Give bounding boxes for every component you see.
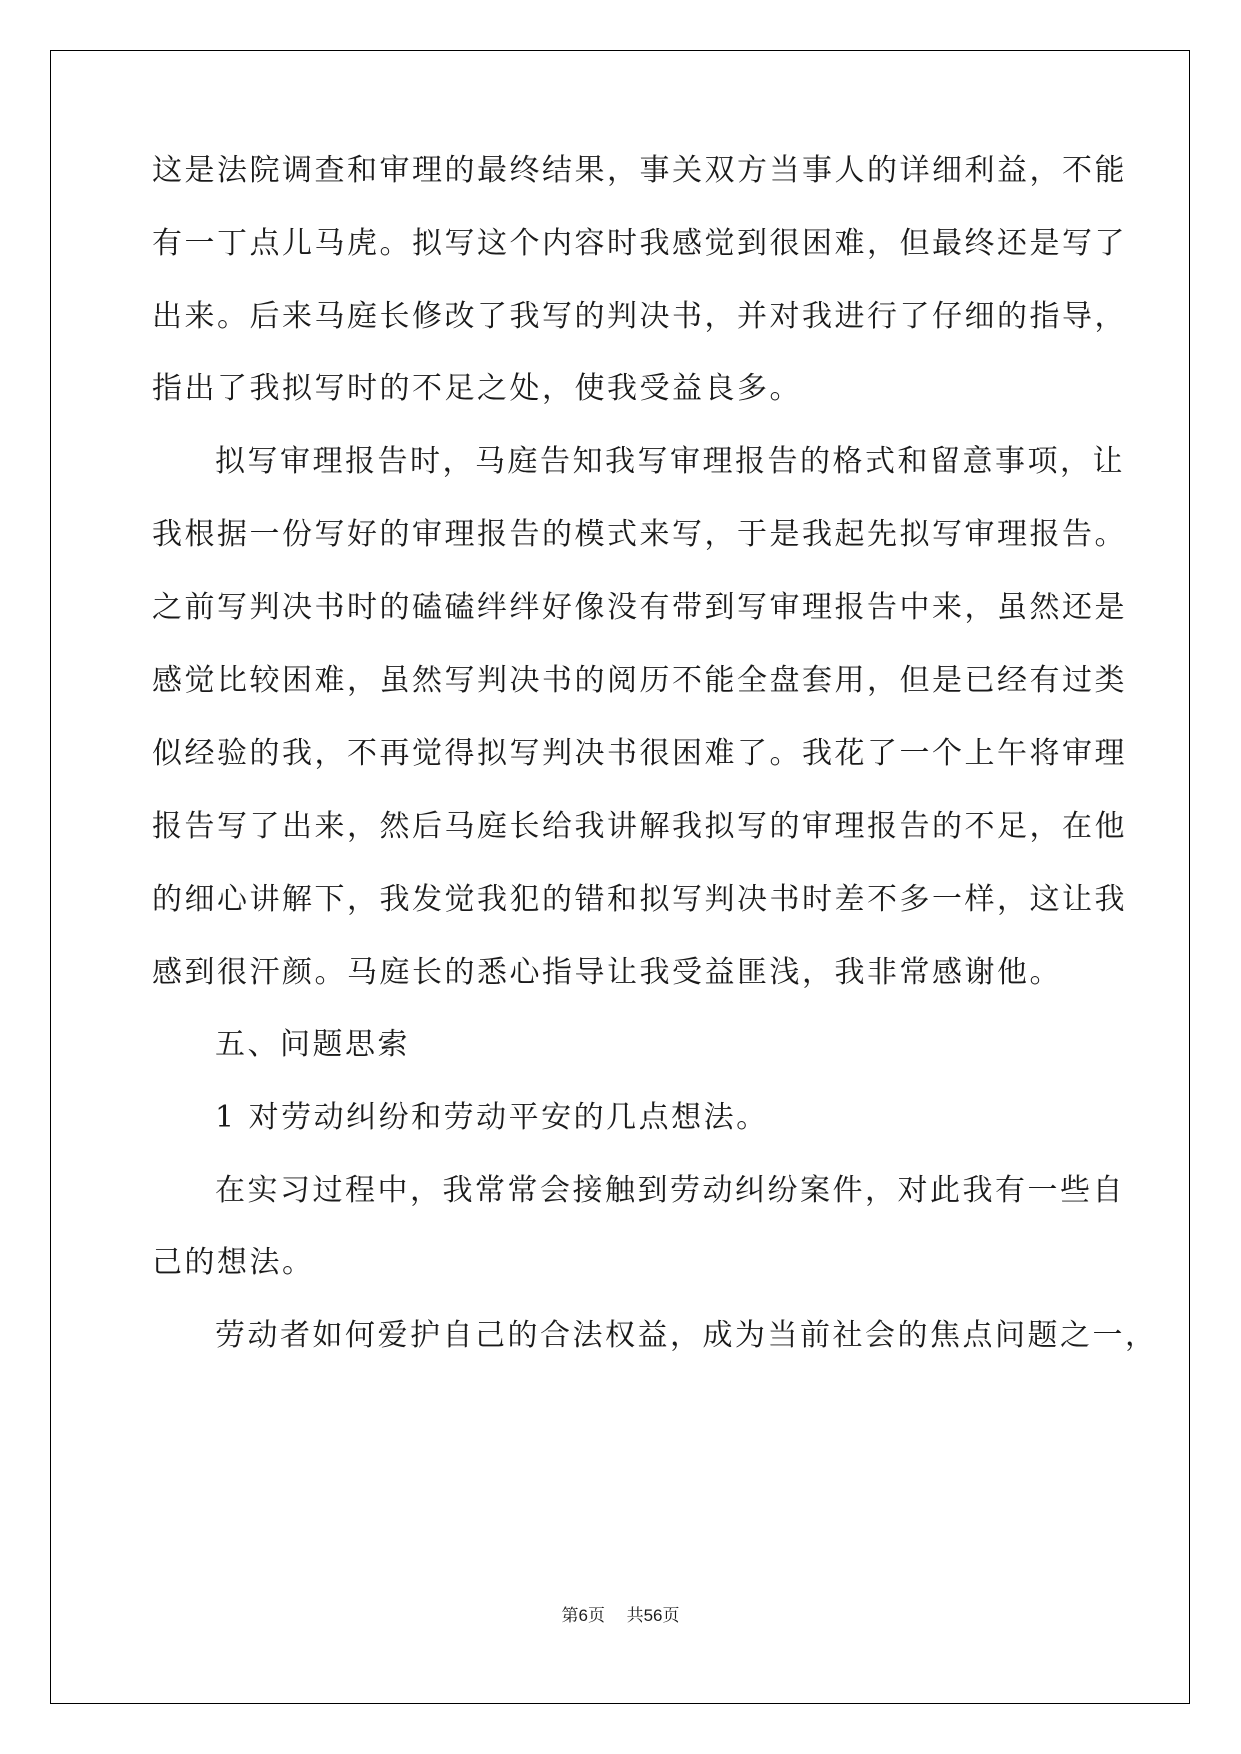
text-line: 有一丁点儿马虎。拟写这个内容时我感觉到很困难，但最终还是写了 [152, 226, 1127, 261]
paragraph-start-line: 在实习过程中，我常常会接触到劳动纠纷案件，对此我有一些自 [215, 1173, 1125, 1208]
total-label-prefix: 共 [626, 1606, 644, 1626]
page-footer [0, 1601, 1241, 1626]
page-number: 6 [578, 1606, 588, 1625]
total-label-suffix: 页 [662, 1606, 680, 1626]
section-heading: 五、问题思索 [215, 1027, 410, 1062]
text-line: 报告写了出来，然后马庭长给我讲解我拟写的审理报告的不足，在他 [152, 809, 1127, 844]
paragraph-start-line: 劳动者如何爱护自己的合法权益，成为当前社会的焦点问题之一， [215, 1318, 1158, 1353]
text-line: 指出了我拟写时的不足之处，使我受益良多。 [152, 371, 802, 406]
text-line: 的细心讲解下，我发觉我犯的错和拟写判决书时差不多一样，这让我 [152, 882, 1127, 917]
text-line: 似经验的我，不再觉得拟写判决书很困难了。我花了一个上午将审理 [152, 736, 1127, 771]
text-line: 这是法院调查和审理的最终结果，事关双方当事人的详细利益，不能 [152, 153, 1127, 188]
subsection-heading: 1 对劳动纠纷和劳动平安的几点想法。 [215, 1100, 769, 1135]
text-line: 感到很汗颜。马庭长的悉心指导让我受益匪浅，我非常感谢他。 [152, 955, 1062, 990]
paragraph-start-line: 拟写审理报告时，马庭告知我写审理报告的格式和留意事项，让 [215, 444, 1125, 479]
text-line: 己的想法。 [152, 1245, 315, 1280]
text-line: 感觉比较困难，虽然写判决书的阅历不能全盘套用，但是已经有过类 [152, 663, 1127, 698]
text-line: 之前写判决书时的磕磕绊绊好像没有带到写审理报告中来，虽然还是 [152, 590, 1127, 625]
text-line: 出来。后来马庭长修改了我写的判决书，并对我进行了仔细的指导， [152, 299, 1127, 334]
total-pages: 56 [643, 1606, 663, 1625]
page-label-suffix: 页 [587, 1606, 605, 1626]
text-line: 我根据一份写好的审理报告的模式来写，于是我起先拟写审理报告。 [152, 517, 1127, 552]
page-label-prefix: 第 [561, 1606, 579, 1626]
